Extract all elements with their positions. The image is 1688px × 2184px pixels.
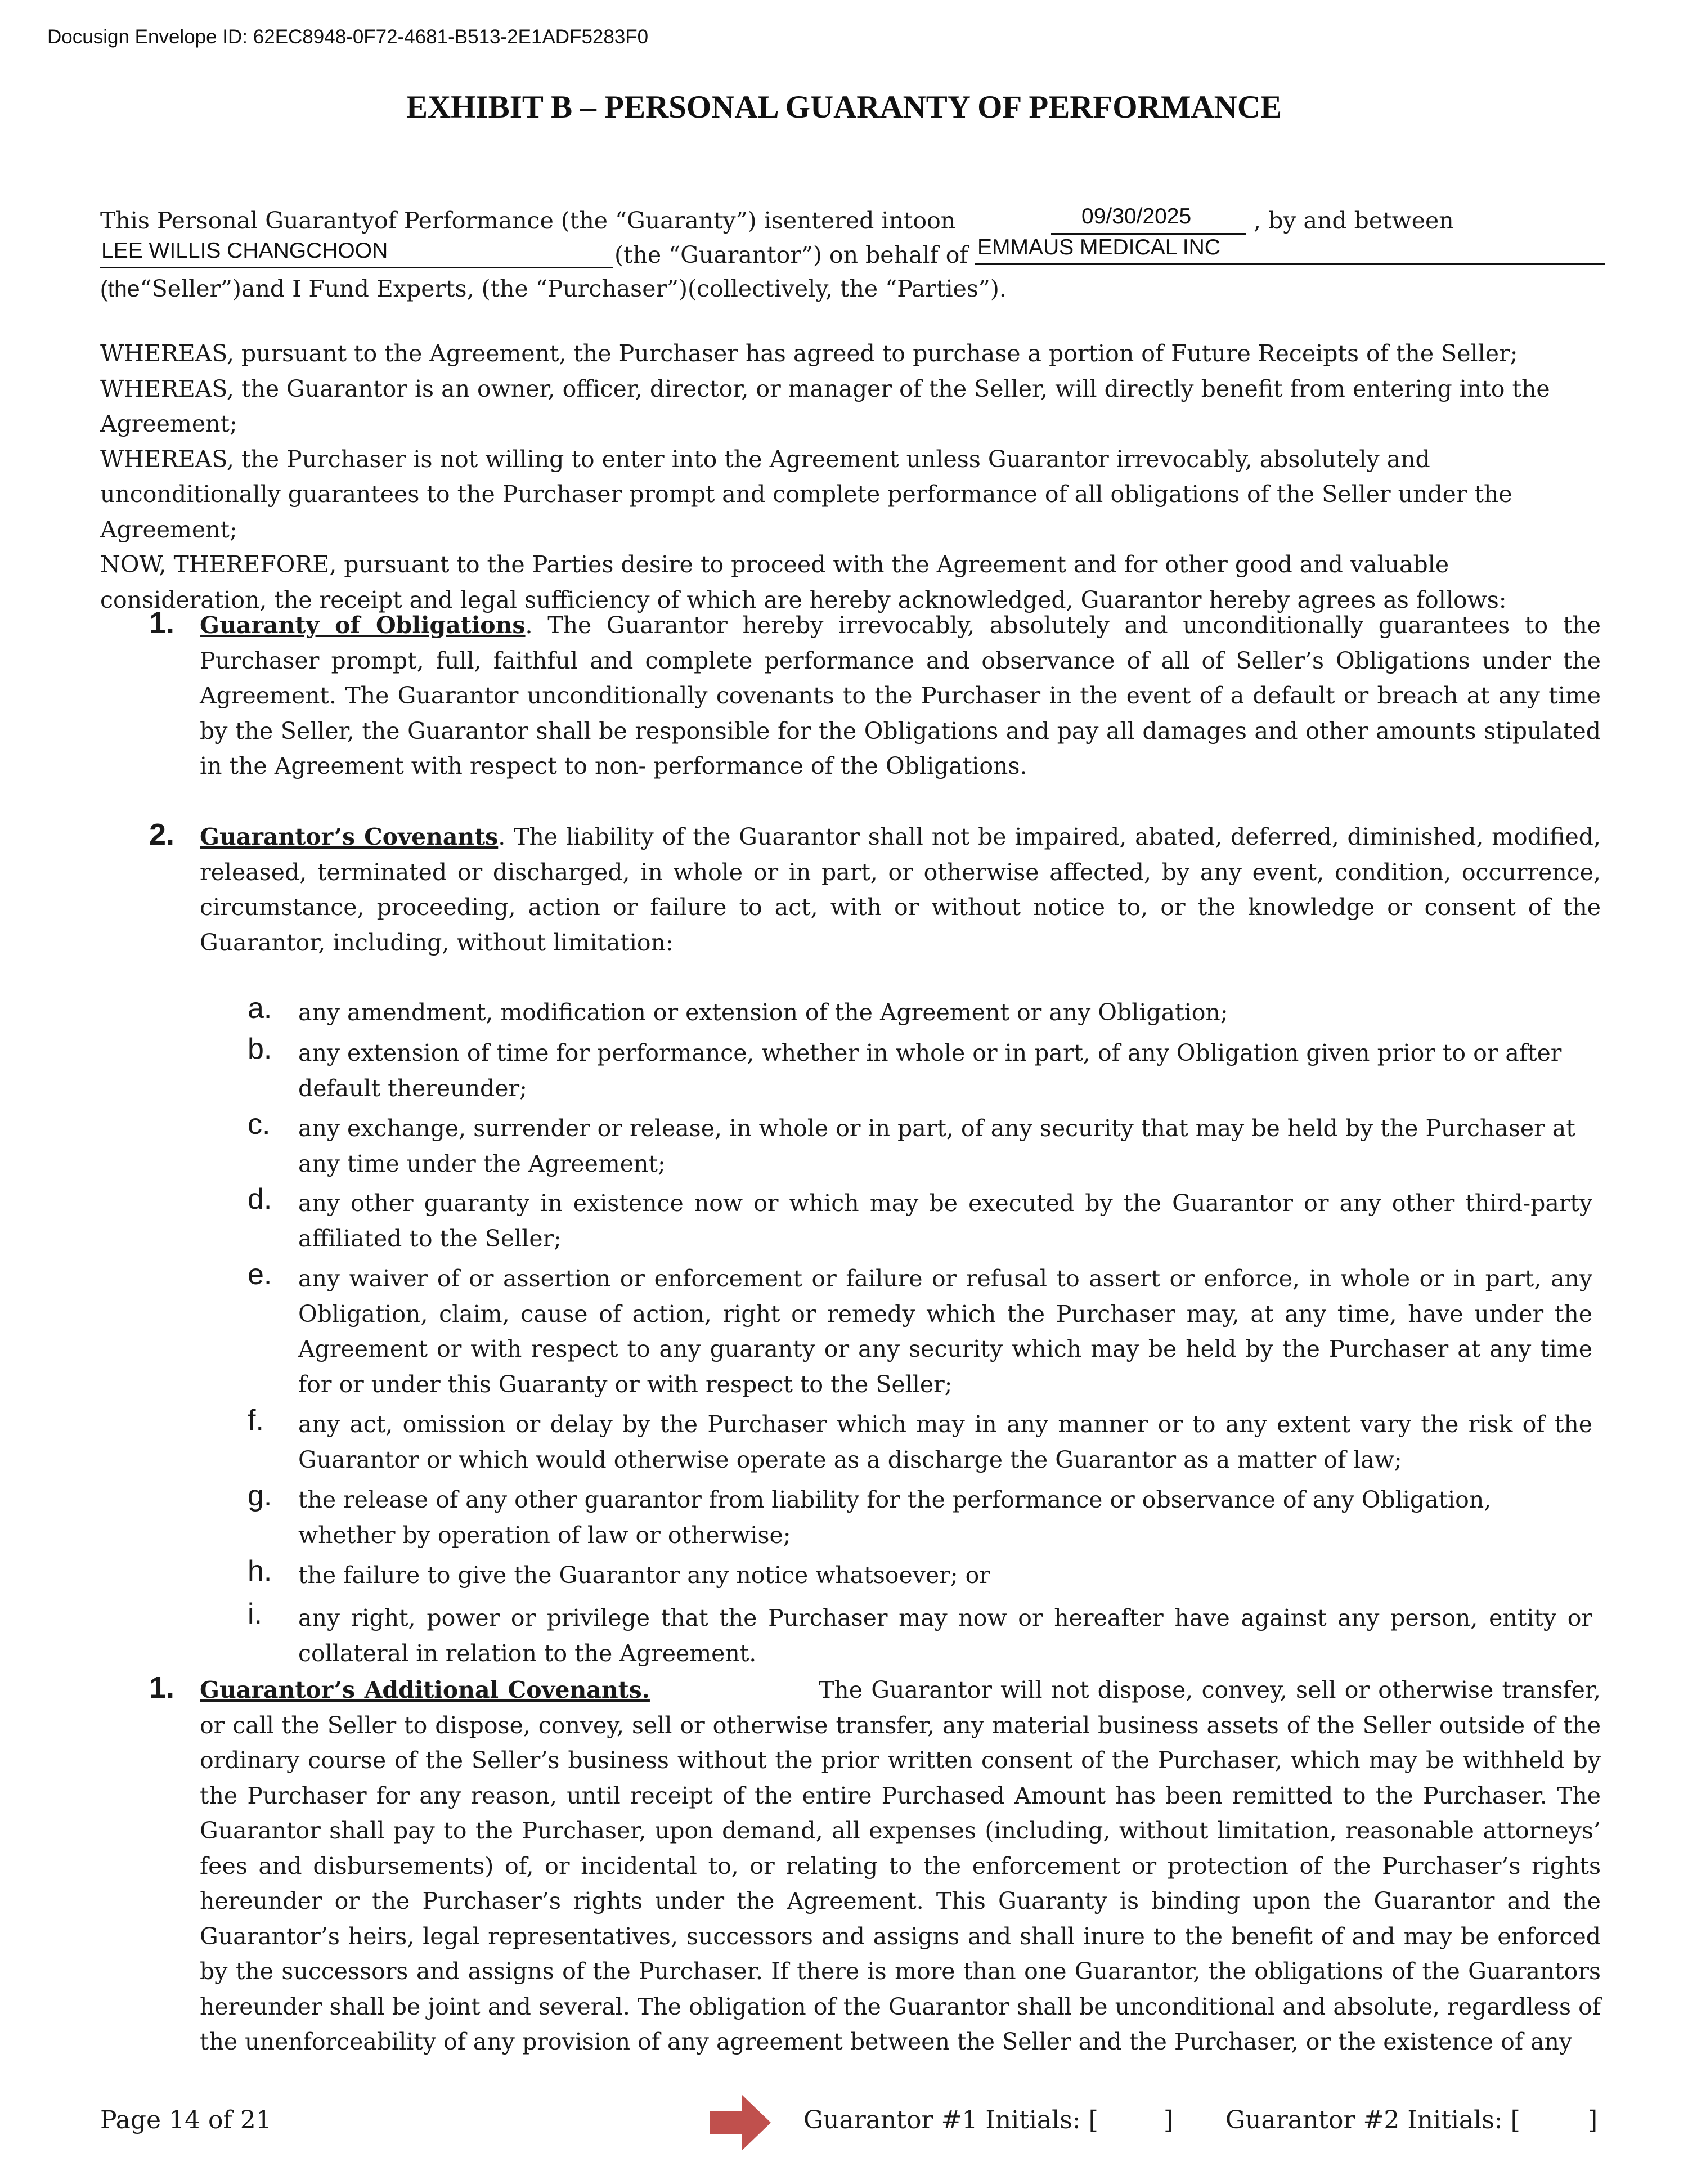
intro-behalf: (the “Guarantor”) on behalf of (614, 241, 968, 268)
item-label: d. (248, 1183, 272, 1216)
intro-text: This Personal Guarantyof Performance (the “Guaranty”) isentered intoon (100, 207, 956, 234)
item-label: e. (248, 1258, 272, 1291)
section-text: The Guarantor hereby irrevocably, absolutely and unconditionally guarantees to the Purchaser prompt, full, faithful and complete performance and observance of all of Seller’s Obligations under the Agreement. The Guarantor unconditionally covenants to the Purchaser in the event of a default or breach at any time by the Seller, the Guarantor shall be responsible for the Obligations and pay all damages and other amounts stipulated in the Agreement with respect to non- performance of the Obligations. (200, 612, 1601, 779)
list-item: any amendment, modification or extension of the Agreement or any Obligation; (298, 999, 1228, 1026)
initials-1-close: ] (1164, 2106, 1174, 2134)
recital: WHEREAS, the Guarantor is an owner, officer, director, or manager of the Seller, will directly benefit from entering into the Agreement; (100, 375, 1550, 437)
guarantor-name-underline (100, 267, 613, 268)
seller-name-underline (975, 263, 1605, 265)
section-guarantors-covenants (200, 819, 1601, 960)
guarantor-name-field: LEE WILLIS CHANGCHOON (101, 239, 388, 263)
date-field: 09/30/2025 (1081, 204, 1192, 228)
section-additional-covenants (200, 1672, 1601, 2060)
item-label: g. (248, 1479, 272, 1512)
intro-parties: “Seller”)and I Fund Experts, (the “Purchaser”)(collectively, the “Parties”). (140, 275, 1007, 302)
heading-suffix: . (525, 612, 533, 639)
item-label: a. (248, 992, 272, 1025)
intro-line1 (100, 203, 955, 238)
section-heading: Guarantor’s Additional Covenants. (200, 1676, 650, 1703)
section-text: The Guarantor will not dispose, convey, sell or otherwise transfer, or call the Seller to dispose, convey, sell or otherwise transfer, any material business assets of the Seller outside of the ordinary course of the Seller’s business without the prior written consent of the Purchaser, which may be withheld by the Purchaser for any reason, until receipt of the entire Purchased Amount has been remitted to the Purchaser. The Guarantor shall pay to the Purchaser, upon demand, all expenses (including, without limitation, reasonable attorneys’ fees and disbursements) of, or incidental to, or relating to the enforcement or protection of the Purchaser’s rights hereunder or the Purchaser’s rights under the Agreement. This Guaranty is binding upon the Guarantor and the Guarantor’s heirs, legal representatives, successors and assigns and shall inure to the benefit of and may be enforced by the successors and assigns of the Purchaser. If there is more than one Guarantor, the obligations of the Guarantors hereunder shall be joint and several. The obligation of the Guarantor shall be unconditional and absolute, regardless of the unenforceability of any provision of any agreement between the Seller and the Purchaser, or the existence of any (200, 1676, 1601, 2055)
date-underline (1051, 233, 1246, 235)
list-item: any exchange, surrender or release, in whole or in part, of any security that may be held by the Purchaser at any time under the Agreement; (298, 1115, 1575, 1177)
intro-between: , by and between (1254, 207, 1454, 234)
recital: WHEREAS, pursuant to the Agreement, the Purchaser has agreed to purchase a portion of Future Receipts of the Seller; (100, 340, 1518, 367)
item-label: b. (248, 1033, 272, 1065)
intro-the: (the (100, 276, 140, 302)
item-label: i. (248, 1598, 262, 1630)
item-label: c. (248, 1108, 271, 1141)
recital: NOW, THEREFORE, pursuant to the Parties desire to proceed with the Agreement and for other good and valuable consideration, the receipt and legal sufficiency of which are hereby acknowledged, Guarantor hereby agrees as follows: (100, 551, 1507, 613)
list-item: any waiver of or assertion or enforcement or failure or refusal to assert or enforce, in whole or in part, any Obligation, claim, cause of action, right or remedy which the Purchaser may, at any time, have under the Agreement or with respect to any guaranty or any security which may be held by the Purchaser at any time for or under this Guaranty or with respect to the Seller; (298, 1265, 1592, 1398)
section-number: 1. (149, 606, 175, 640)
initials-1-label: Guarantor #1 Initials: [ (803, 2106, 1098, 2134)
page-number: Page 14 of 21 (100, 2106, 272, 2134)
list-item: any other guaranty in existence now or which may be executed by the Guarantor or any other third-party affiliated to the Seller; (298, 1190, 1592, 1252)
list-item: any extension of time for performance, whether in whole or in part, of any Obligation given prior to or after default thereunder; (298, 1039, 1562, 1102)
section-number: 1. (149, 1671, 175, 1705)
item-label: h. (248, 1555, 272, 1587)
section-heading: Guarantor’s Covenants (200, 823, 499, 850)
seller-name-field: EMMAUS MEDICAL INC (977, 235, 1220, 259)
right-arrow-shape (710, 2095, 771, 2151)
section-guaranty-of-obligations (200, 608, 1601, 784)
envelope-id: Docusign Envelope ID: 62EC8948-0F72-4681-B513-2E1ADF5283F0 (47, 26, 649, 48)
section-heading: Guaranty of Obligations (200, 612, 526, 639)
heading-suffix: . (498, 823, 506, 850)
document-title: EXHIBIT B – PERSONAL GUARANTY OF PERFORMANCE (406, 89, 1282, 125)
right-arrow-icon (710, 2095, 771, 2151)
recital: WHEREAS, the Purchaser is not willing to enter into the Agreement unless Guarantor irrevocably, absolutely and unconditionally guarantees to the Purchaser prompt and complete performance of all obligations of the Seller under the Agreement; (100, 445, 1512, 543)
list-item: the release of any other guarantor from liability for the performance or observance of any Obligation, whether by operation of law or otherwise; (298, 1486, 1492, 1549)
initials-2-close: ] (1588, 2106, 1598, 2134)
section-text: The liability of the Guarantor shall not be impaired, abated, deferred, diminished, modified, released, terminated or discharged, in whole or in part, or otherwise affected, by any event, condition, occurrence, circumstance, proceeding, action or failure to act, with or without notice to, or the knowledge or consent of the Guarantor, including, without limitation: (200, 823, 1601, 956)
list-item: the failure to give the Guarantor any notice whatsoever; or (298, 1562, 990, 1589)
intro-line3 (100, 271, 1007, 306)
list-item: any right, power or privilege that the Purchaser may now or hereafter have against any person, entity or collateral in relation to the Agreement. (298, 1604, 1592, 1667)
list-item: any act, omission or delay by the Purchaser which may in any manner or to any extent vary the risk of the Guarantor or which would otherwise operate as a discharge the Guarantor as a matter of law; (298, 1411, 1592, 1473)
recitals (100, 336, 1604, 617)
initials-2-label: Guarantor #2 Initials: [ (1225, 2106, 1520, 2134)
section-number: 2. (149, 818, 175, 851)
item-label: f. (248, 1404, 264, 1437)
